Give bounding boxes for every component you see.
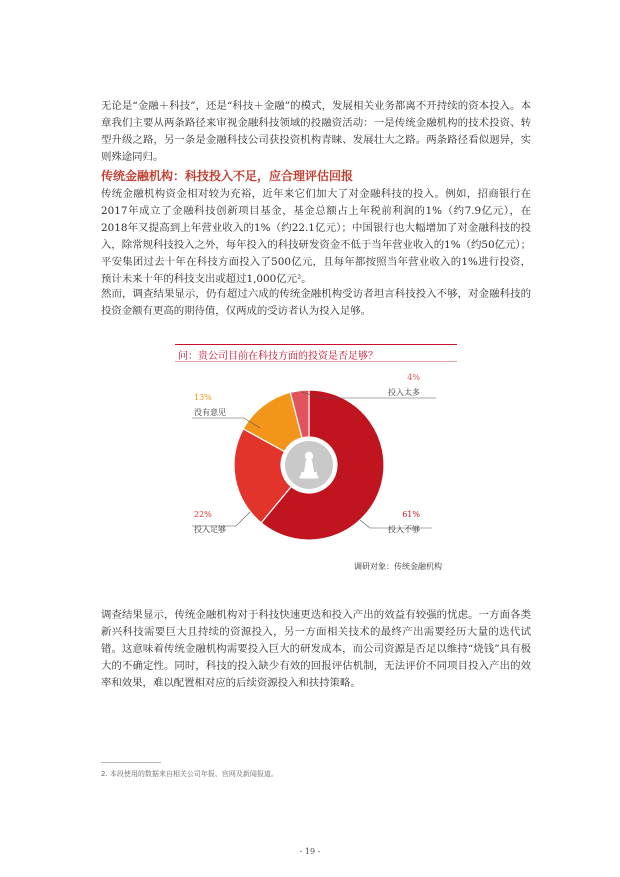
footnote: 2. 本段使用的数据来自相关公司年报、官网及新闻报道。: [101, 770, 278, 778]
slice-label-3: 投入太多: [388, 388, 420, 397]
body-paragraph-survey: 然而，调查结果显示，仍有超过六成的传统金融机构受访者坦言科技投入不够，对金融科技的投资金额有更高的期待值，仅两成的受访者认为投入足够。: [101, 288, 531, 317]
slice-label-1: 投入足够: [194, 525, 226, 534]
slice-percent-1: 22%: [194, 510, 212, 519]
body-paragraph-investment: 传统金融机构资金相对较为充裕，近年来它们加大了对金融科技的投入。例如，招商银行在2017年成立了金融科技创新项目基金，基金总额占上年税前利润的1%（约7.9亿元），在2018年又提高到上年营业收入的1%（约22.1亿元）；中国银行也大幅增加了对金融科技的投入，除常规科技投入之外，每年投入的科技研发资金不低于当年营业收入的1%（约50亿元）；平安集团过去十年在科技方面投入了500亿元，且每年都按照当年营业收入的1%进行投资，预计未来十年的科技支出或超过1,000亿元²。: [101, 188, 531, 285]
slice-label-0: 投入不够: [388, 525, 420, 534]
chart-question: 问：贵公司目前在科技方面的投资是否足够？: [178, 351, 378, 362]
slice-label-2: 没有意见: [194, 408, 226, 417]
page-number: - 19 -: [299, 847, 321, 856]
chart-source: 调研对象：传统金融机构: [354, 562, 442, 571]
section-heading: 传统金融机构：科技投入不足，应合理评估回报: [101, 169, 354, 183]
slice-percent-2: 13%: [194, 393, 212, 402]
footnote-divider: [101, 762, 161, 763]
slice-percent-0: 61%: [402, 510, 420, 519]
intro-paragraph: 无论是“金融＋科技”，还是“科技＋金融”的模式，发展相关业务都离不开持续的资本投入。本章我们主要从两条路径来审视金融科技领域的投融资活动：一是传统金融机构的技术投资、转型升级之路，另一条是金融科技公司获投资机构青睐、发展壮大之路。两条路径看似迥异，实则殊途同归。: [101, 100, 531, 163]
slice-percent-3: 4%: [407, 373, 420, 382]
body-paragraph-concerns: 调查结果显示，传统金融机构对于科技快速更迭和投入产出的效益有较强的忧虑。一方面各类新兴科技需要巨大且持续的资源投入，另一方面相关技术的最终产出需要经历大量的迭代试错。这意味着传统金融机构需要投入巨大的研发成本，而公司资源是否足以维持“烧钱”具有极大的不确定性。同时，科技的投入缺少有效的回报评估机制，无法评价不同项目投入产出的效率和效果，难以配置相对应的后续资源投入和扶持策略。: [101, 609, 531, 689]
